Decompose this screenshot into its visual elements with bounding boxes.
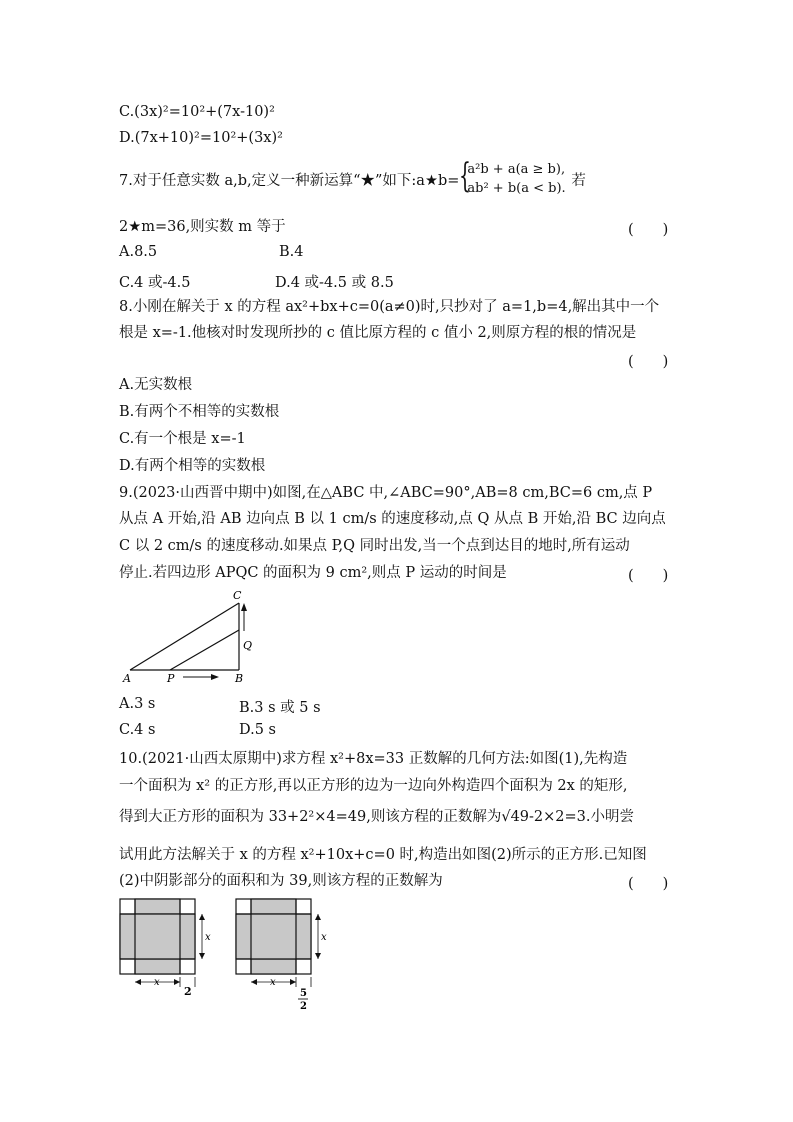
q7-case1: a²b + a(a ≥ b), <box>467 162 566 177</box>
center-square <box>135 914 180 959</box>
q9-stem-line3: C 以 2 cm/s 的速度移动.如果点 P,Q 同时出发,当一个点到达目的地时,所有运动 <box>119 538 630 554</box>
segment-pq <box>170 630 239 670</box>
dim-arrowhead <box>290 979 296 985</box>
q10-figure-2 <box>232 895 338 1020</box>
label-edge-2: 2 <box>184 985 192 998</box>
q8-option-c: C.有一个根是 x=-1 <box>119 431 246 447</box>
q9-stem-line1: 9.(2023·山西晋中期中)如图,在△ABC 中,∠ABC=90°,AB=8 cm,BC=6 cm,点 P <box>119 485 653 501</box>
q8-stem-line1: 8.小刚在解关于 x 的方程 ax²+bx+c=0(a≠0)时,只抄对了 a=1,b=4,解出其中一个 <box>119 299 660 315</box>
q10-stem-line2: 一个面积为 x² 的正方形,再以正方形的边为一边向外构造四个面积为 2x 的矩形, <box>119 778 628 794</box>
center-square <box>251 914 296 959</box>
q8-option-b: B.有两个不相等的实数根 <box>119 404 280 420</box>
q9-option-d: D.5 s <box>239 722 276 738</box>
q7-option-b: B.4 <box>279 244 304 260</box>
dim-arrowhead <box>174 979 180 985</box>
q9-stem-line2: 从点 A 开始,沿 AB 边向点 B 以 1 cm/s 的速度移动,点 Q 从点 B 开始,沿 BC 边向点 <box>119 511 666 527</box>
dim-arrowhead <box>251 979 257 985</box>
q10-answer-paren: ( ) <box>628 876 669 892</box>
q9-stem-line4: 停止.若四边形 APQC 的面积为 9 cm²,则点 P 运动的时间是 <box>119 565 507 581</box>
q7-option-d: D.4 或-4.5 或 8.5 <box>275 275 394 291</box>
q8-answer-paren: ( ) <box>628 354 669 370</box>
dim-arrowhead <box>199 914 205 920</box>
q7-tail: 若 <box>571 173 586 189</box>
q7-piecewise: { a²b + a(a ≥ b), ab² + b(a < b). <box>459 156 566 196</box>
q6-option-d: D.(7x+10)²=10²+(3x)² <box>119 130 283 146</box>
label-q: Q <box>243 639 253 652</box>
arrow-q-head <box>241 603 247 611</box>
q7-stem-line2: 2★m=36,则实数 m 等于 <box>119 219 286 235</box>
q10-stem-line4: 试用此方法解关于 x 的方程 x²+10x+c=0 时,构造出如图(2)所示的正方形.已知图 <box>119 847 647 863</box>
label-a: A <box>123 672 131 685</box>
q10-stem-line1: 10.(2021·山西太原期中)求方程 x²+8x=33 正数解的几何方法:如图(1),先构造 <box>119 751 628 767</box>
q10-stem-line3: 得到大正方形的面积为 33+2²×4=49,则该方程的正数解为√49-2×2=3.小明尝 <box>119 809 635 825</box>
label-b: B <box>235 672 244 685</box>
q9-triangle-figure <box>115 585 255 685</box>
q8-option-d: D.有两个相等的实数根 <box>119 458 266 474</box>
label-frac-numerator: 5 <box>300 988 307 999</box>
label-p: P <box>167 672 175 685</box>
label-frac-denominator: 2 <box>300 1001 307 1012</box>
q9-option-b: B.3 s 或 5 s <box>239 700 321 716</box>
q6-option-c: C.(3x)²=10²+(7x-10)² <box>119 104 275 120</box>
q9-answer-paren: ( ) <box>628 568 669 584</box>
q8-option-a: A.无实数根 <box>119 377 193 393</box>
q7-answer-paren: ( ) <box>628 222 669 238</box>
q9-option-a: A.3 s <box>119 696 156 712</box>
q9-option-c: C.4 s <box>119 722 156 738</box>
q8-stem-line2: 根是 x=-1.他核对时发现所抄的 c 值比原方程的 c 值小 2,则原方程的根的情况是 <box>119 325 637 341</box>
q7-stem-line1 <box>119 156 586 196</box>
q10-stem-line5: (2)中阴影部分的面积和为 39,则该方程的正数解为 <box>119 873 443 889</box>
q7-option-c: C.4 或-4.5 <box>119 275 191 291</box>
dim-arrowhead <box>199 953 205 959</box>
q7-lead: 7.对于任意实数 a,b,定义一种新运算“★”如下:a★b= <box>119 173 460 189</box>
segment-ac <box>130 603 239 670</box>
label-c: C <box>233 589 242 602</box>
q7-option-a: A.8.5 <box>119 244 158 260</box>
arrow-p-head <box>211 674 219 680</box>
label-x-bottom: x <box>154 977 160 988</box>
q10-figure-1 <box>116 895 222 1015</box>
dim-arrowhead <box>135 979 141 985</box>
label-x-side: x <box>205 932 211 943</box>
dim-arrowhead <box>315 953 321 959</box>
q7-case2: ab² + b(a < b). <box>467 181 566 196</box>
label-x-side: x <box>321 932 327 943</box>
label-x-bottom: x <box>270 977 276 988</box>
dim-arrowhead <box>315 914 321 920</box>
